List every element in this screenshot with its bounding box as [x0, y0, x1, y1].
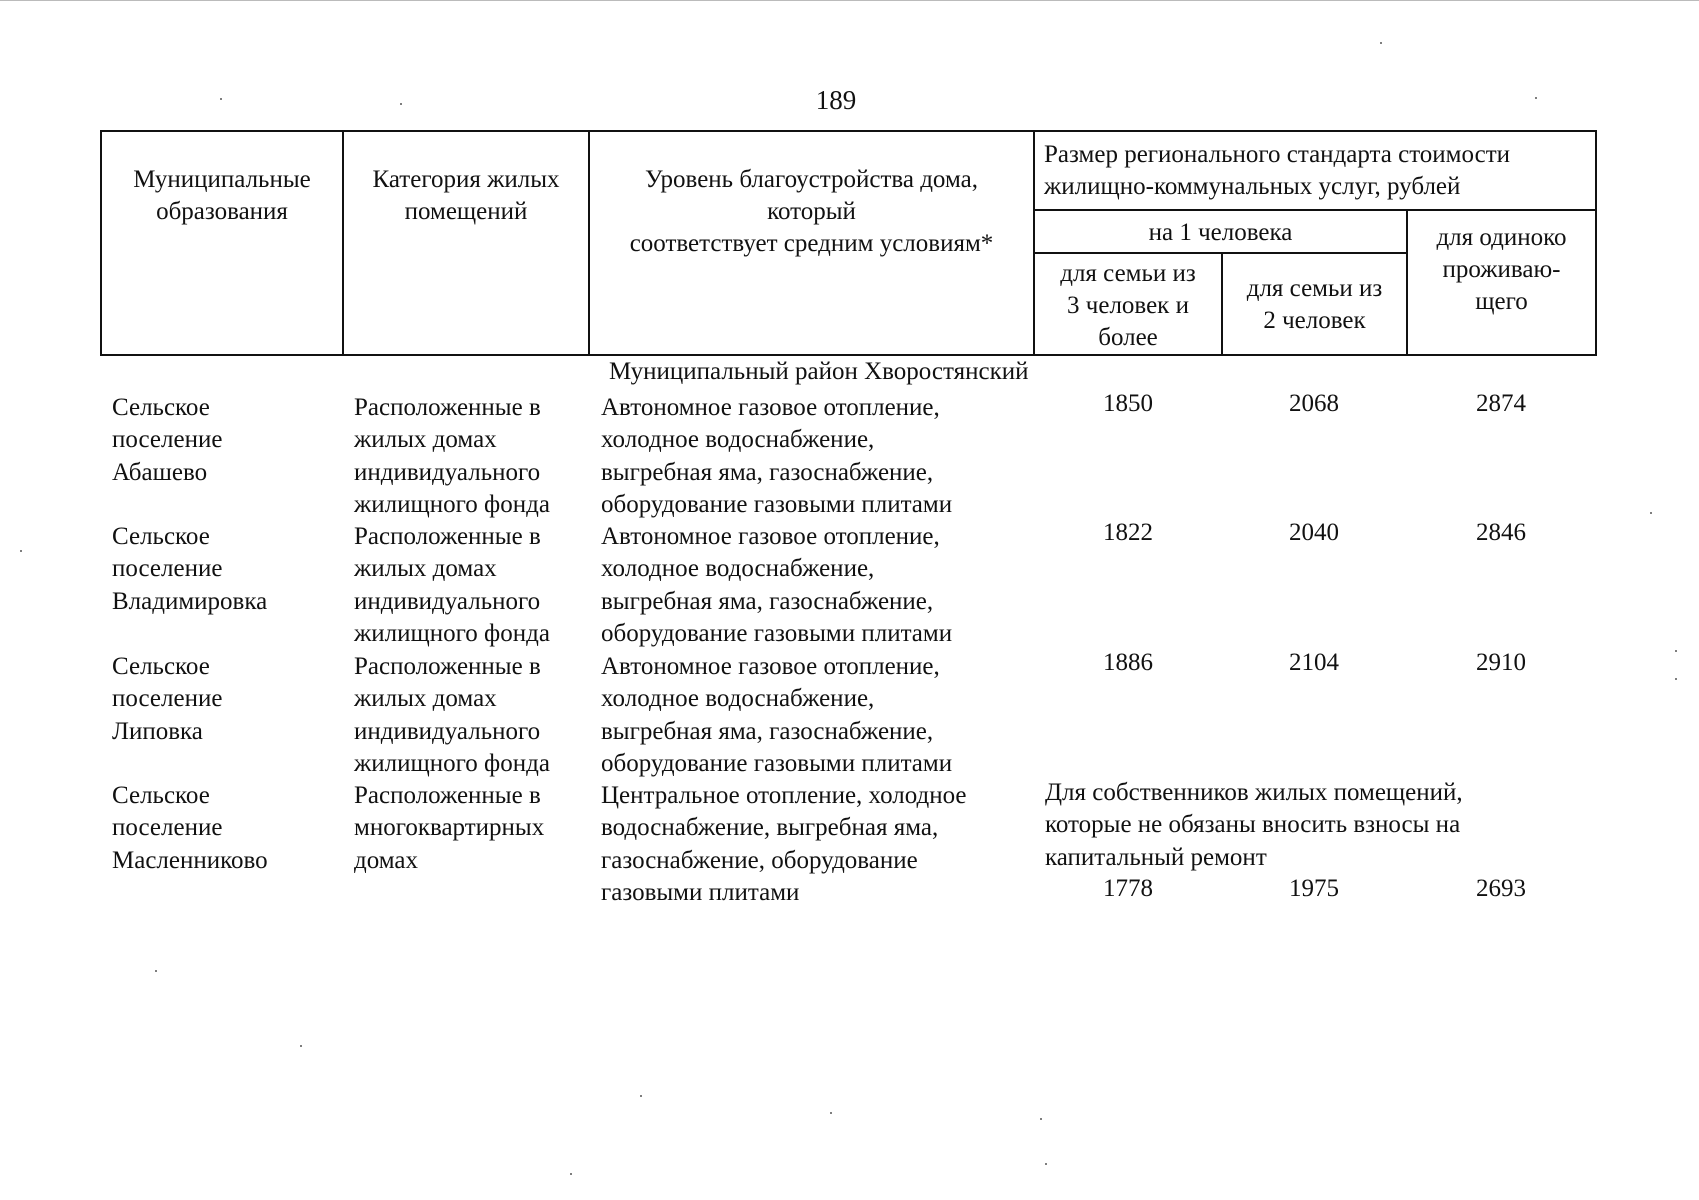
cell-family-3: 1822 — [1103, 519, 1153, 546]
section-title: Муниципальный район Хворостянский — [609, 358, 1029, 385]
cell-level: Автономное газовое отопление, холодное водоснабжение, выгребная яма, газоснабжение, оборудование газовыми плитами — [601, 653, 953, 777]
header-category: Категория жилых помещений — [372, 166, 560, 225]
cell-municipality: Сельское поселение Масленниково — [112, 782, 268, 874]
cell-category: Расположенные в жилых домах индивидуального жилищного фонда — [354, 523, 550, 647]
header-family-3: для семьи из 3 человек и более — [1060, 260, 1196, 351]
header-single: для одиноко проживаю- щего — [1436, 224, 1567, 315]
cell-level: Автономное газовое отопление, холодное водоснабжение, выгребная яма, газоснабжение, оборудование газовыми плитами — [601, 394, 953, 518]
cell-category: Расположенные в многоквартирных домах — [354, 782, 545, 874]
cell-family-2: 2104 — [1289, 649, 1339, 676]
cell-family-2: 1975 — [1289, 875, 1339, 902]
cell-municipality: Сельское поселение Абашево — [112, 394, 223, 486]
cell-family-3: 1886 — [1103, 649, 1153, 676]
page-number: 189 — [815, 85, 857, 115]
cell-family-2: 2040 — [1289, 519, 1339, 546]
cell-municipality: Сельское поселение Владимировка — [112, 523, 268, 615]
cell-family-3: 1850 — [1103, 390, 1153, 417]
top-edge — [0, 0, 1699, 1]
cell-single: 2874 — [1476, 390, 1526, 417]
cell-single: 2693 — [1476, 875, 1526, 902]
cell-level: Центральное отопление, холодное водоснабжение, выгребная яма, газоснабжение, оборудование газовыми плитами — [601, 782, 967, 906]
header-family-2: для семьи из 2 человек — [1246, 275, 1383, 334]
cell-category: Расположенные в жилых домах индивидуального жилищного фонда — [354, 394, 550, 518]
header-per-person: на 1 человека — [1148, 219, 1293, 246]
cell-category: Расположенные в жилых домах индивидуального жилищного фонда — [354, 653, 550, 777]
cell-level: Автономное газовое отопление, холодное водоснабжение, выгребная яма, газоснабжение, оборудование газовыми плитами — [601, 523, 953, 647]
cell-single: 2846 — [1476, 519, 1526, 546]
cell-municipality: Сельское поселение Липовка — [112, 653, 223, 745]
cell-note: Для собственников жилых помещений, которые не обязаны вносить взносы на капитальный ремонт — [1045, 779, 1463, 871]
header-standard-size: Размер регионального стандарта стоимости жилищно-коммунальных услуг, рублей — [1044, 141, 1511, 200]
cell-family-2: 2068 — [1289, 390, 1339, 417]
header-municipality: Муниципальные образования — [133, 166, 311, 225]
header-level: Уровень благоустройства дома, который соответствует средним условиям* — [629, 166, 994, 257]
cell-family-3: 1778 — [1103, 875, 1153, 902]
cell-single: 2910 — [1476, 649, 1526, 676]
